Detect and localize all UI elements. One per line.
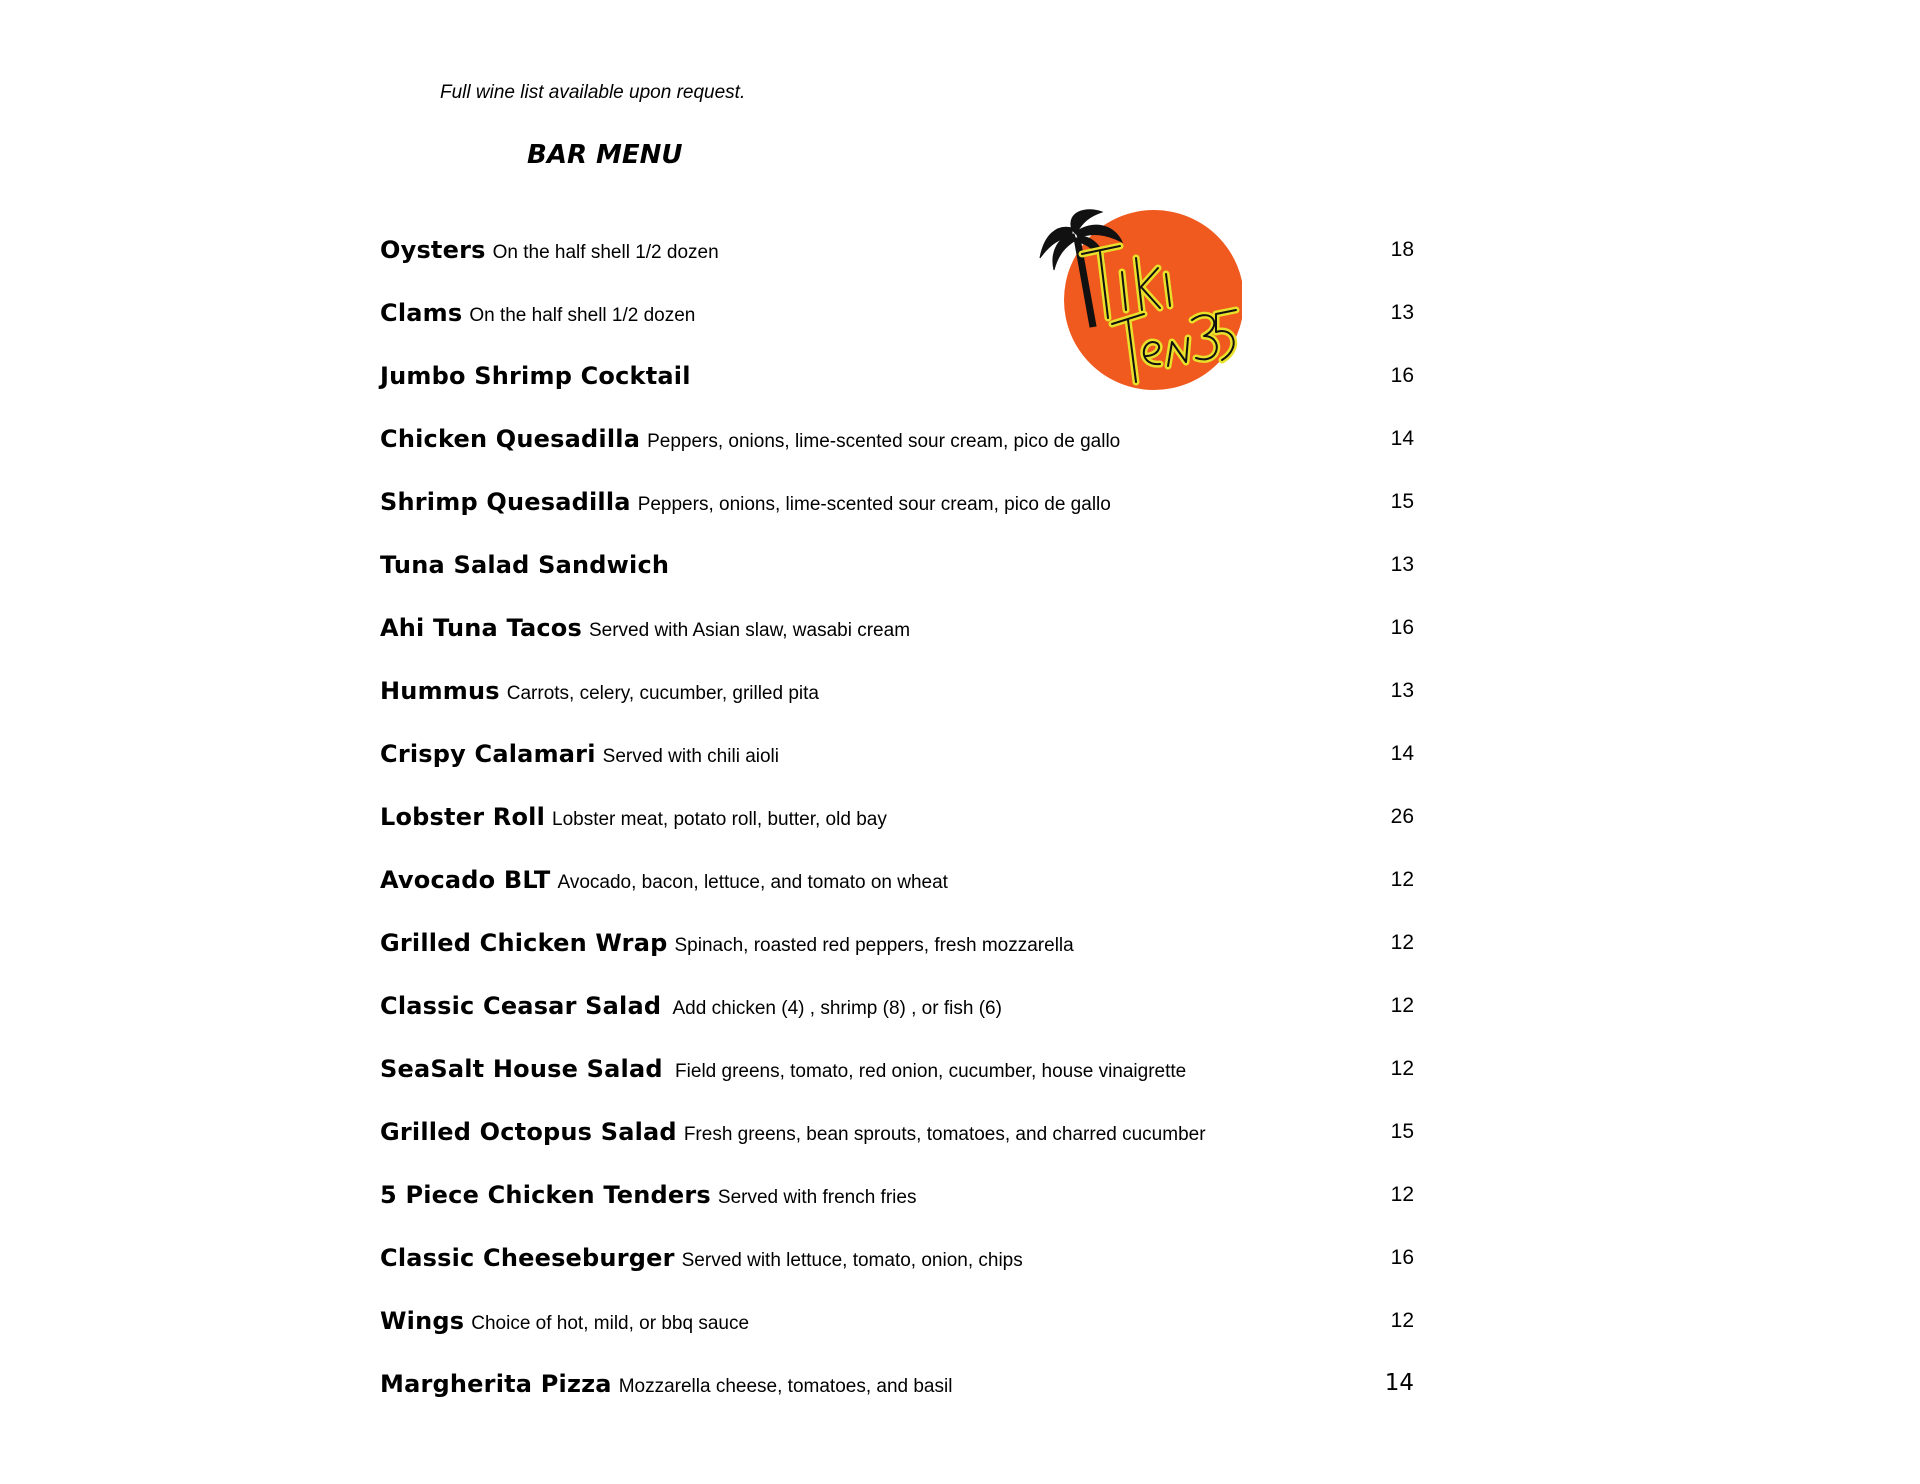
menu-item-name: Grilled Octopus Salad xyxy=(380,1118,677,1146)
menu-item xyxy=(380,488,1420,551)
menu-item-description: Mozzarella cheese, tomatoes, and basil xyxy=(618,1376,953,1397)
menu-item xyxy=(380,1370,1420,1433)
menu-item xyxy=(380,803,1420,866)
menu-item-price: 14 xyxy=(1384,1370,1414,1396)
menu-item xyxy=(380,929,1420,992)
menu-item-description: Peppers, onions, lime-scented sour cream, pico de gallo xyxy=(637,494,1111,515)
menu-item-description: Fresh greens, bean sprouts, tomatoes, and charred cucumber xyxy=(683,1124,1206,1145)
menu-item-name: Chicken Quesadilla xyxy=(380,425,641,453)
menu-item-name: Avocado BLT xyxy=(380,866,551,894)
menu-item-description: Peppers, onions, lime-scented sour cream, pico de gallo xyxy=(647,431,1121,452)
menu-item-description: Choice of hot, mild, or bbq sauce xyxy=(471,1313,750,1334)
menu-item xyxy=(380,1055,1420,1118)
menu-item-price: 16 xyxy=(1390,616,1414,639)
menu-item-name: SeaSalt House Salad xyxy=(380,1055,663,1083)
menu-item-description: Avocado, bacon, lettuce, and tomato on wheat xyxy=(557,872,948,893)
menu-item-name: Clams xyxy=(380,299,463,327)
menu-item-name: 5 Piece Chicken Tenders xyxy=(380,1181,711,1209)
menu-item xyxy=(380,362,1420,425)
menu-item-price: 12 xyxy=(1390,1057,1414,1080)
menu-item-price: 26 xyxy=(1390,805,1414,828)
menu-item-price: 12 xyxy=(1390,994,1414,1017)
menu-item xyxy=(380,1244,1420,1307)
menu-item-price: 12 xyxy=(1390,868,1414,891)
menu-item-name: Hummus xyxy=(380,677,500,705)
menu-item-name: Shrimp Quesadilla xyxy=(380,488,631,516)
menu-item-description: Field greens, tomato, red onion, cucumber, house vinaigrette xyxy=(669,1061,1187,1082)
menu-item-name: Oysters xyxy=(380,236,486,264)
menu-item-name: Jumbo Shrimp Cocktail xyxy=(380,362,691,390)
menu-item-name: Tuna Salad Sandwich xyxy=(380,551,670,579)
menu-item-description: On the half shell 1/2 dozen xyxy=(469,305,696,326)
menu-item-price: 15 xyxy=(1390,1120,1414,1143)
wine-list-note: Full wine list available upon request. xyxy=(440,82,746,103)
menu-item-name: Classic Ceasar Salad xyxy=(380,992,662,1020)
menu-item xyxy=(380,614,1420,677)
menu-item xyxy=(380,866,1420,929)
menu-item-name: Grilled Chicken Wrap xyxy=(380,929,668,957)
menu-item-description: Carrots, celery, cucumber, grilled pita xyxy=(506,683,819,704)
menu-item xyxy=(380,1307,1420,1370)
bar-menu-list xyxy=(380,236,1420,1433)
menu-item xyxy=(380,299,1420,362)
menu-item-description: Served with chili aioli xyxy=(602,746,779,767)
menu-item xyxy=(380,1118,1420,1181)
menu-item-name: Crispy Calamari xyxy=(380,740,596,768)
menu-item-price: 12 xyxy=(1390,931,1414,954)
menu-item-description: Add chicken (4) , shrimp (8) , or fish (6) xyxy=(668,998,1002,1019)
menu-item xyxy=(380,740,1420,803)
menu-item-description: On the half shell 1/2 dozen xyxy=(492,242,719,263)
menu-item-description: Spinach, roasted red peppers, fresh mozzarella xyxy=(674,935,1074,956)
menu-item xyxy=(380,677,1420,740)
menu-item-description: Served with lettuce, tomato, onion, chips xyxy=(681,1250,1023,1271)
menu-item-price: 16 xyxy=(1390,1246,1414,1269)
menu-item-name: Wings xyxy=(380,1307,465,1335)
menu-item-price: 18 xyxy=(1390,238,1414,261)
menu-item-description: Lobster meat, potato roll, butter, old bay xyxy=(552,809,887,830)
menu-item-price: 13 xyxy=(1390,553,1414,576)
menu-item-description: Served with Asian slaw, wasabi cream xyxy=(588,620,911,641)
menu-item-name: Margherita Pizza xyxy=(380,1370,612,1398)
menu-item-price: 13 xyxy=(1390,679,1414,702)
menu-title: BAR MENU xyxy=(527,140,683,170)
menu-item-price: 14 xyxy=(1390,742,1414,765)
menu-item-price: 12 xyxy=(1390,1309,1414,1332)
menu-item-price: 14 xyxy=(1390,427,1414,450)
menu-item-name: Ahi Tuna Tacos xyxy=(380,614,582,642)
menu-item-price: 15 xyxy=(1390,490,1414,513)
menu-item xyxy=(380,236,1420,299)
menu-item-price: 16 xyxy=(1390,364,1414,387)
menu-item-name: Classic Cheeseburger xyxy=(380,1244,675,1272)
menu-item xyxy=(380,551,1420,614)
menu-item xyxy=(380,992,1420,1055)
menu-item-name: Lobster Roll xyxy=(380,803,546,831)
menu-item-price: 13 xyxy=(1390,301,1414,324)
menu-item-price: 12 xyxy=(1390,1183,1414,1206)
menu-item xyxy=(380,1181,1420,1244)
menu-item xyxy=(380,425,1420,488)
menu-item-description: Served with french fries xyxy=(717,1187,917,1208)
